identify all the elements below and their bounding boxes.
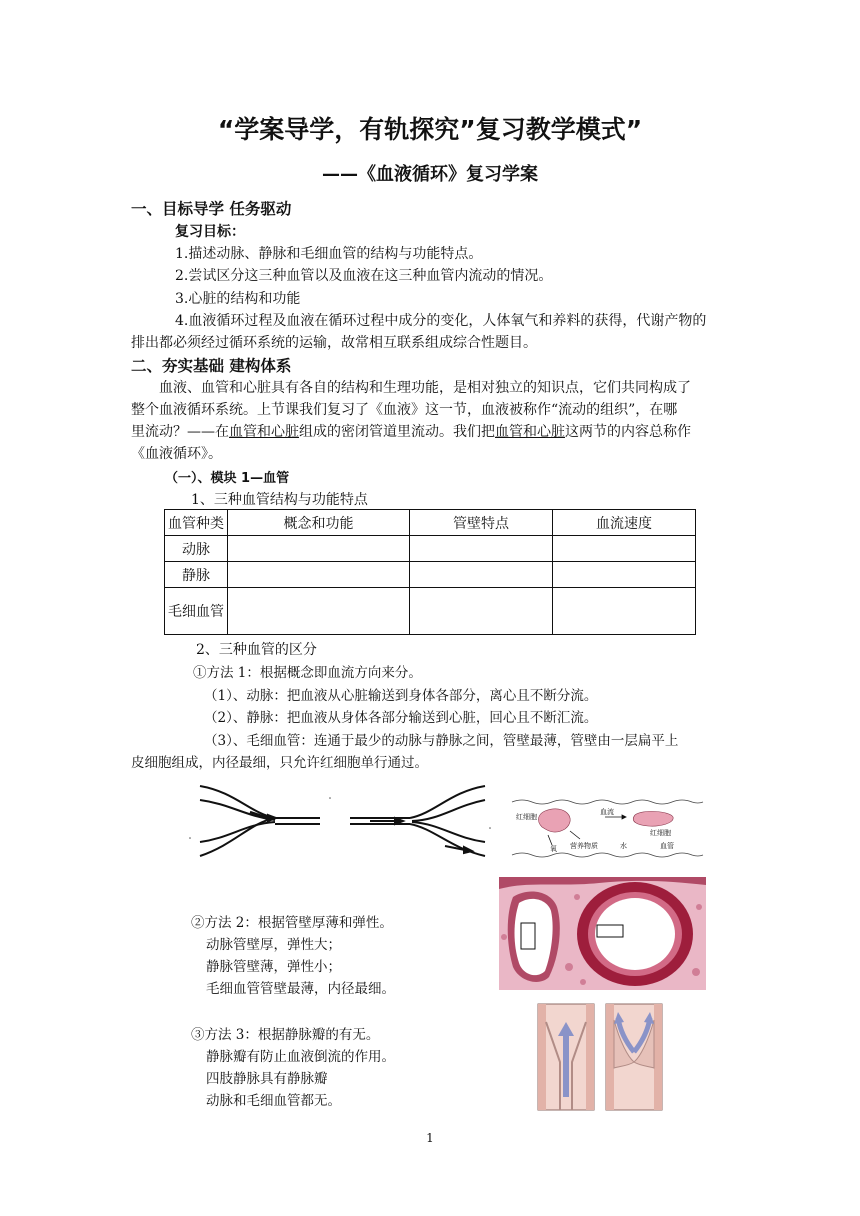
para-text: 里流动？——在 xyxy=(131,424,229,440)
table-cell[interactable] xyxy=(228,588,410,635)
table-header: 管壁特点 xyxy=(410,510,553,536)
method1-p3b: 皮细胞组成，内径最细，只允许红细胞单行通过。 xyxy=(131,755,428,771)
page-title: “学案导学，有轨探究”复习教学模式” xyxy=(217,115,643,144)
method2-l3: 毛细血管管壁最薄，内径最细。 xyxy=(206,981,395,997)
method2-l1: 动脉管壁厚，弹性大； xyxy=(206,937,341,953)
table-header: 概念和功能 xyxy=(228,510,410,536)
table-cell[interactable] xyxy=(228,562,410,588)
label-flow: 血流 xyxy=(600,808,614,816)
vein-merge-figure xyxy=(350,786,485,856)
label-oxygen: 氧 xyxy=(550,845,557,853)
method3-title: ③方法 3：根据静脉瓣的有无。 xyxy=(191,1027,380,1043)
item2-heading: 2、三种血管的区分 xyxy=(196,642,317,658)
para-line-4: 《血液循环》。 xyxy=(131,446,222,462)
section1-heading: 一、目标导学 任务驱动 xyxy=(131,200,292,218)
label-rbc-right: 红细胞 xyxy=(650,829,671,837)
table-header: 血流速度 xyxy=(553,510,696,536)
method1-p1: （1）、动脉：把血液从心脏输送到身体各部分，离心且不断分流。 xyxy=(204,688,598,704)
valve-open-figure xyxy=(538,1004,594,1110)
table-cell[interactable] xyxy=(410,562,553,588)
page-subtitle: ——《血液循环》复习学案 xyxy=(322,164,538,185)
label-box-right[interactable] xyxy=(597,925,623,937)
goal-3: 3.心脏的结构和功能 xyxy=(175,291,301,307)
capillary-diagram xyxy=(510,797,705,861)
table-cell[interactable] xyxy=(553,562,696,588)
table-header: 血管种类 xyxy=(165,510,228,536)
label-nutrients: 营养物质 xyxy=(570,842,598,850)
method1-p3a: （3）、毛细血管：连通于最少的动脉与静脉之间，管壁最薄，管壁由一层扁平上 xyxy=(204,733,679,749)
para-line-3 xyxy=(131,421,691,441)
table-row-label: 动脉 xyxy=(165,536,228,562)
red-cell-right xyxy=(633,811,673,826)
vein-valve-diagram xyxy=(536,1002,666,1112)
label-water: 水 xyxy=(620,842,627,850)
goal-1: 1.描述动脉、静脉和毛细血管的结构与功能特点。 xyxy=(175,246,483,262)
para-underline-2: 血管和心脏 xyxy=(495,424,565,440)
item1-heading: 1、三种血管结构与功能特点 xyxy=(191,492,368,508)
module1-heading: （一）、模块 1—血管 xyxy=(165,471,290,486)
method1-p2: （2）、静脉：把血液从身体各部分输送到心脏，回心且不断汇流。 xyxy=(204,710,598,726)
method3-l2: 四肢静脉具有静脉瓣 xyxy=(206,1071,328,1087)
method2-title: ②方法 2：根据管壁厚薄和弹性。 xyxy=(191,915,393,931)
section2-heading: 二、夯实基础 建构体系 xyxy=(131,357,292,375)
table-cell[interactable] xyxy=(553,536,696,562)
tissue-figure xyxy=(499,877,706,990)
table-row-label: 静脉 xyxy=(165,562,228,588)
tissue-section-image xyxy=(499,877,706,990)
label-box-left[interactable] xyxy=(521,923,535,949)
valve-closed-figure xyxy=(606,1004,662,1110)
para-underline-1: 血管和心脏 xyxy=(229,424,299,440)
table-row-label: 毛细血管 xyxy=(165,588,228,635)
method2-l2: 静脉管壁薄，弹性小； xyxy=(206,959,341,975)
vessel-flow-diagram xyxy=(180,778,500,868)
method3-l1: 静脉瓣有防止血液倒流的作用。 xyxy=(206,1049,395,1065)
method3-l3: 动脉和毛细血管都无。 xyxy=(206,1093,341,1109)
red-cell-left xyxy=(538,809,570,832)
para-line-2: 整个血液循环系统。上节课我们复习了《血液》这一节，血液被称作“流动的组织”，在哪 xyxy=(131,402,678,418)
para-line-1: 血液、血管和心脏具有各自的结构和生理功能，是相对独立的知识点，它们共同构成了 xyxy=(159,380,691,396)
para-text: 这两节的内容总称作 xyxy=(565,424,691,440)
table-cell[interactable] xyxy=(410,536,553,562)
vessel-table xyxy=(164,509,696,635)
label-rbc-left: 红细胞 xyxy=(516,813,537,821)
page-number: 1 xyxy=(426,1131,434,1145)
goal-4: 4.血液循环过程及血液在循环过程中成分的变化，人体氧气和养料的获得，代谢产物的 xyxy=(175,313,707,329)
label-capillary: 血管 xyxy=(660,842,674,850)
table-cell[interactable] xyxy=(410,588,553,635)
method1-title: ①方法 1：根据概念即血流方向来分。 xyxy=(193,665,422,681)
table-cell[interactable] xyxy=(228,536,410,562)
goals-label: 复习目标： xyxy=(175,224,245,240)
para-text: 组成的密闭管道里流动。我们把 xyxy=(299,424,495,440)
artery-branch-figure xyxy=(200,786,320,856)
goal-2: 2.尝试区分这三种血管以及血液在这三种血管内流动的情况。 xyxy=(175,268,553,284)
table-cell[interactable] xyxy=(553,588,696,635)
goal-4-cont: 排出都必须经过循环系统的运输，故常相互联系组成综合性题目。 xyxy=(131,335,537,351)
